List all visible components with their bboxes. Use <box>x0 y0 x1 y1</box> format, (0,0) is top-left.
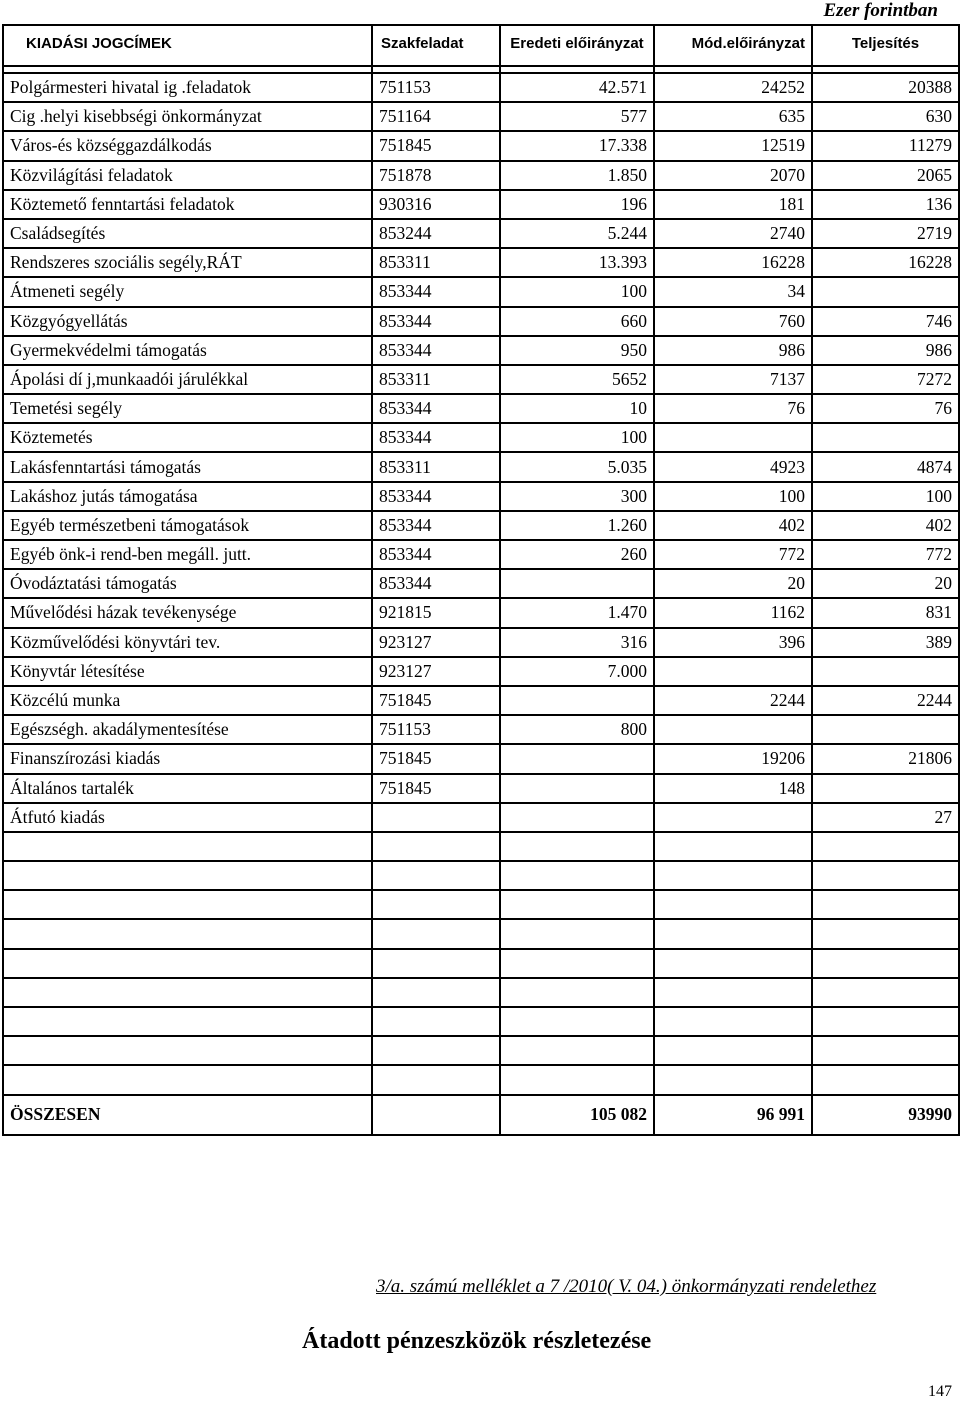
cell-orig: 42.571 <box>500 73 654 102</box>
table-row <box>3 452 959 481</box>
table-row <box>3 598 959 627</box>
total-empty <box>372 1095 500 1135</box>
empty-cell <box>654 832 812 861</box>
empty-cell <box>500 949 654 978</box>
cell-mod: 1162 <box>654 598 812 627</box>
cell-code: 853344 <box>372 511 500 540</box>
cell-code: 751153 <box>372 715 500 744</box>
cell-orig: 1.470 <box>500 598 654 627</box>
table-row <box>3 657 959 686</box>
cell-actual: 27 <box>812 803 959 832</box>
table-row <box>3 277 959 306</box>
empty-cell <box>654 949 812 978</box>
cell-code: 853344 <box>372 540 500 569</box>
page-title: Átadott pénzeszközök részletezése <box>302 1328 652 1354</box>
cell-code: 853311 <box>372 452 500 481</box>
table-row <box>3 161 959 190</box>
cell-actual <box>812 423 959 452</box>
cell-name: Lakáshoz jutás támogatása <box>3 482 372 511</box>
cell-actual: 2719 <box>812 219 959 248</box>
empty-cell <box>372 978 500 1007</box>
cell-actual: 76 <box>812 394 959 423</box>
table-row <box>3 511 959 540</box>
col-header-code: Szakfeladat <box>372 25 500 66</box>
empty-cell <box>500 978 654 1007</box>
col-header-actual: Teljesítés <box>812 25 959 66</box>
table-row <box>3 336 959 365</box>
cell-mod: 396 <box>654 628 812 657</box>
cell-code: 853344 <box>372 307 500 336</box>
cell-mod: 24252 <box>654 73 812 102</box>
table-row <box>3 365 959 394</box>
cell-name: Közművelődési könyvtári tev. <box>3 628 372 657</box>
empty-cell <box>3 1036 372 1065</box>
cell-code: 751878 <box>372 161 500 190</box>
cell-orig: 660 <box>500 307 654 336</box>
cell-mod: 100 <box>654 482 812 511</box>
cell-code: 853311 <box>372 365 500 394</box>
cell-mod: 181 <box>654 190 812 219</box>
cell-name: Közvilágítási feladatok <box>3 161 372 190</box>
cell-actual: 402 <box>812 511 959 540</box>
empty-cell <box>372 1007 500 1036</box>
cell-actual: 746 <box>812 307 959 336</box>
cell-code: 921815 <box>372 598 500 627</box>
expenditure-table <box>2 24 960 1136</box>
cell-code: 751845 <box>372 131 500 160</box>
empty-cell <box>654 1065 812 1094</box>
empty-cell <box>3 919 372 948</box>
table-row <box>3 686 959 715</box>
empty-cell <box>812 919 959 948</box>
cell-orig: 950 <box>500 336 654 365</box>
total-label: ÖSSZESEN <box>3 1095 372 1135</box>
cell-name: Egyéb önk-i rend-ben megáll. jutt. <box>3 540 372 569</box>
total-row <box>3 1095 959 1135</box>
empty-cell <box>812 1065 959 1094</box>
empty-cell <box>654 861 812 890</box>
cell-actual <box>812 657 959 686</box>
page-number: 147 <box>928 1383 952 1400</box>
cell-mod: 760 <box>654 307 812 336</box>
cell-actual: 20 <box>812 569 959 598</box>
table-row <box>3 482 959 511</box>
cell-code: 930316 <box>372 190 500 219</box>
cell-actual: 831 <box>812 598 959 627</box>
cell-actual: 136 <box>812 190 959 219</box>
cell-orig: 100 <box>500 423 654 452</box>
empty-cell <box>812 949 959 978</box>
empty-cell <box>500 832 654 861</box>
total-mod: 96 991 <box>654 1095 812 1135</box>
cell-mod: 148 <box>654 774 812 803</box>
table-row <box>3 715 959 744</box>
cell-actual: 7272 <box>812 365 959 394</box>
regulation-reference: 3/a. számú melléklet a 7 /2010( V. 04.) önkormányzati rendelethez <box>376 1276 877 1297</box>
empty-row <box>3 1065 959 1094</box>
empty-cell <box>500 1007 654 1036</box>
empty-cell <box>812 978 959 1007</box>
empty-cell <box>812 1007 959 1036</box>
empty-cell <box>3 949 372 978</box>
cell-name: Köztemető fenntartási feladatok <box>3 190 372 219</box>
empty-cell <box>500 861 654 890</box>
cell-orig: 17.338 <box>500 131 654 160</box>
cell-code: 853344 <box>372 482 500 511</box>
empty-cell <box>3 890 372 919</box>
cell-orig <box>500 774 654 803</box>
cell-name: Rendszeres szociális segély,RÁT <box>3 248 372 277</box>
table-row <box>3 540 959 569</box>
cell-mod: 4923 <box>654 452 812 481</box>
cell-mod: 772 <box>654 540 812 569</box>
cell-orig <box>500 744 654 773</box>
cell-orig <box>500 569 654 598</box>
table-header-row <box>3 25 959 66</box>
cell-actual <box>812 774 959 803</box>
col-header-modified: Mód.előirányzat <box>654 25 812 66</box>
empty-cell <box>500 890 654 919</box>
cell-orig: 5.244 <box>500 219 654 248</box>
cell-mod <box>654 423 812 452</box>
empty-cell <box>372 890 500 919</box>
cell-actual: 16228 <box>812 248 959 277</box>
table-row <box>3 190 959 219</box>
cell-actual: 21806 <box>812 744 959 773</box>
cell-code: 853344 <box>372 394 500 423</box>
cell-mod: 2740 <box>654 219 812 248</box>
cell-orig: 577 <box>500 102 654 131</box>
cell-mod: 20 <box>654 569 812 598</box>
empty-row <box>3 949 959 978</box>
table-row <box>3 394 959 423</box>
cell-orig <box>500 686 654 715</box>
cell-name: Általános tartalék <box>3 774 372 803</box>
cell-code: 751845 <box>372 686 500 715</box>
cell-actual <box>812 715 959 744</box>
cell-orig: 316 <box>500 628 654 657</box>
table-row <box>3 569 959 598</box>
cell-actual: 2244 <box>812 686 959 715</box>
cell-name: Lakásfenntartási támogatás <box>3 452 372 481</box>
total-actual: 93990 <box>812 1095 959 1135</box>
cell-mod <box>654 803 812 832</box>
empty-cell <box>812 832 959 861</box>
empty-row <box>3 861 959 890</box>
cell-mod: 76 <box>654 394 812 423</box>
cell-name: Város-és községgazdálkodás <box>3 131 372 160</box>
cell-code: 751845 <box>372 744 500 773</box>
empty-row <box>3 978 959 1007</box>
cell-orig: 800 <box>500 715 654 744</box>
table-row <box>3 628 959 657</box>
table-row <box>3 803 959 832</box>
empty-row <box>3 1007 959 1036</box>
cell-mod: 2070 <box>654 161 812 190</box>
cell-orig: 300 <box>500 482 654 511</box>
empty-cell <box>372 949 500 978</box>
cell-actual: 2065 <box>812 161 959 190</box>
cell-mod: 2244 <box>654 686 812 715</box>
cell-orig: 1.850 <box>500 161 654 190</box>
empty-cell <box>372 861 500 890</box>
cell-name: Óvodáztatási támogatás <box>3 569 372 598</box>
table-row <box>3 307 959 336</box>
header-spacer <box>3 66 959 73</box>
cell-code: 853244 <box>372 219 500 248</box>
table-row <box>3 774 959 803</box>
cell-orig: 5.035 <box>500 452 654 481</box>
empty-cell <box>654 919 812 948</box>
cell-mod: 19206 <box>654 744 812 773</box>
empty-cell <box>812 890 959 919</box>
cell-orig: 5652 <box>500 365 654 394</box>
empty-cell <box>3 1007 372 1036</box>
table-row <box>3 73 959 102</box>
cell-code: 853344 <box>372 569 500 598</box>
cell-actual: 630 <box>812 102 959 131</box>
empty-cell <box>3 832 372 861</box>
cell-code: 751164 <box>372 102 500 131</box>
col-header-original: Eredeti előirányzat <box>500 25 654 66</box>
empty-cell <box>3 1065 372 1094</box>
empty-cell <box>372 919 500 948</box>
empty-cell <box>372 1036 500 1065</box>
col-header-name: KIADÁSI JOGCÍMEK <box>3 25 372 66</box>
cell-actual: 772 <box>812 540 959 569</box>
empty-cell <box>812 861 959 890</box>
cell-actual: 100 <box>812 482 959 511</box>
cell-actual <box>812 277 959 306</box>
empty-cell <box>654 890 812 919</box>
empty-cell <box>654 978 812 1007</box>
table-row <box>3 131 959 160</box>
table-row <box>3 423 959 452</box>
cell-code: 853344 <box>372 277 500 306</box>
cell-name: Ápolási dí j,munkaadói járulékkal <box>3 365 372 394</box>
empty-row <box>3 890 959 919</box>
empty-cell <box>372 832 500 861</box>
cell-code: 853344 <box>372 336 500 365</box>
cell-name: Átfutó kiadás <box>3 803 372 832</box>
total-orig: 105 082 <box>500 1095 654 1135</box>
table-row <box>3 219 959 248</box>
cell-name: Cig .helyi kisebbségi önkormányzat <box>3 102 372 131</box>
cell-mod: 12519 <box>654 131 812 160</box>
cell-actual: 986 <box>812 336 959 365</box>
empty-cell <box>654 1036 812 1065</box>
empty-cell <box>812 1036 959 1065</box>
cell-orig <box>500 803 654 832</box>
table-row <box>3 102 959 131</box>
cell-name: Köztemetés <box>3 423 372 452</box>
cell-name: Közgyógyellátás <box>3 307 372 336</box>
empty-row <box>3 919 959 948</box>
empty-cell <box>654 1007 812 1036</box>
cell-name: Polgármesteri hivatal ig .feladatok <box>3 73 372 102</box>
cell-name: Gyermekvédelmi támogatás <box>3 336 372 365</box>
cell-name: Egészségh. akadálymentesítése <box>3 715 372 744</box>
cell-code: 923127 <box>372 628 500 657</box>
cell-name: Művelődési házak tevékenysége <box>3 598 372 627</box>
table-row <box>3 248 959 277</box>
cell-name: Finanszírozási kiadás <box>3 744 372 773</box>
cell-name: Könyvtár létesítése <box>3 657 372 686</box>
cell-name: Családsegítés <box>3 219 372 248</box>
cell-actual: 20388 <box>812 73 959 102</box>
cell-code: 751845 <box>372 774 500 803</box>
cell-code: 923127 <box>372 657 500 686</box>
cell-code: 853311 <box>372 248 500 277</box>
empty-cell <box>372 1065 500 1094</box>
cell-orig: 10 <box>500 394 654 423</box>
cell-name: Közcélú munka <box>3 686 372 715</box>
unit-label: Ezer forintban <box>823 0 938 21</box>
cell-mod <box>654 657 812 686</box>
cell-mod: 635 <box>654 102 812 131</box>
empty-cell <box>3 978 372 1007</box>
cell-orig: 100 <box>500 277 654 306</box>
empty-cell <box>500 919 654 948</box>
cell-code: 751153 <box>372 73 500 102</box>
empty-cell <box>3 861 372 890</box>
cell-orig: 7.000 <box>500 657 654 686</box>
empty-cell <box>500 1036 654 1065</box>
empty-row <box>3 832 959 861</box>
cell-name: Átmeneti segély <box>3 277 372 306</box>
cell-orig: 196 <box>500 190 654 219</box>
cell-mod: 986 <box>654 336 812 365</box>
cell-mod: 7137 <box>654 365 812 394</box>
cell-orig: 13.393 <box>500 248 654 277</box>
cell-orig: 260 <box>500 540 654 569</box>
cell-mod: 16228 <box>654 248 812 277</box>
empty-row <box>3 1036 959 1065</box>
cell-mod: 34 <box>654 277 812 306</box>
cell-actual: 4874 <box>812 452 959 481</box>
cell-code <box>372 803 500 832</box>
cell-actual: 389 <box>812 628 959 657</box>
cell-actual: 11279 <box>812 131 959 160</box>
cell-name: Temetési segély <box>3 394 372 423</box>
cell-code: 853344 <box>372 423 500 452</box>
cell-mod <box>654 715 812 744</box>
table-row <box>3 744 959 773</box>
empty-cell <box>500 1065 654 1094</box>
cell-mod: 402 <box>654 511 812 540</box>
cell-name: Egyéb természetbeni támogatások <box>3 511 372 540</box>
cell-orig: 1.260 <box>500 511 654 540</box>
